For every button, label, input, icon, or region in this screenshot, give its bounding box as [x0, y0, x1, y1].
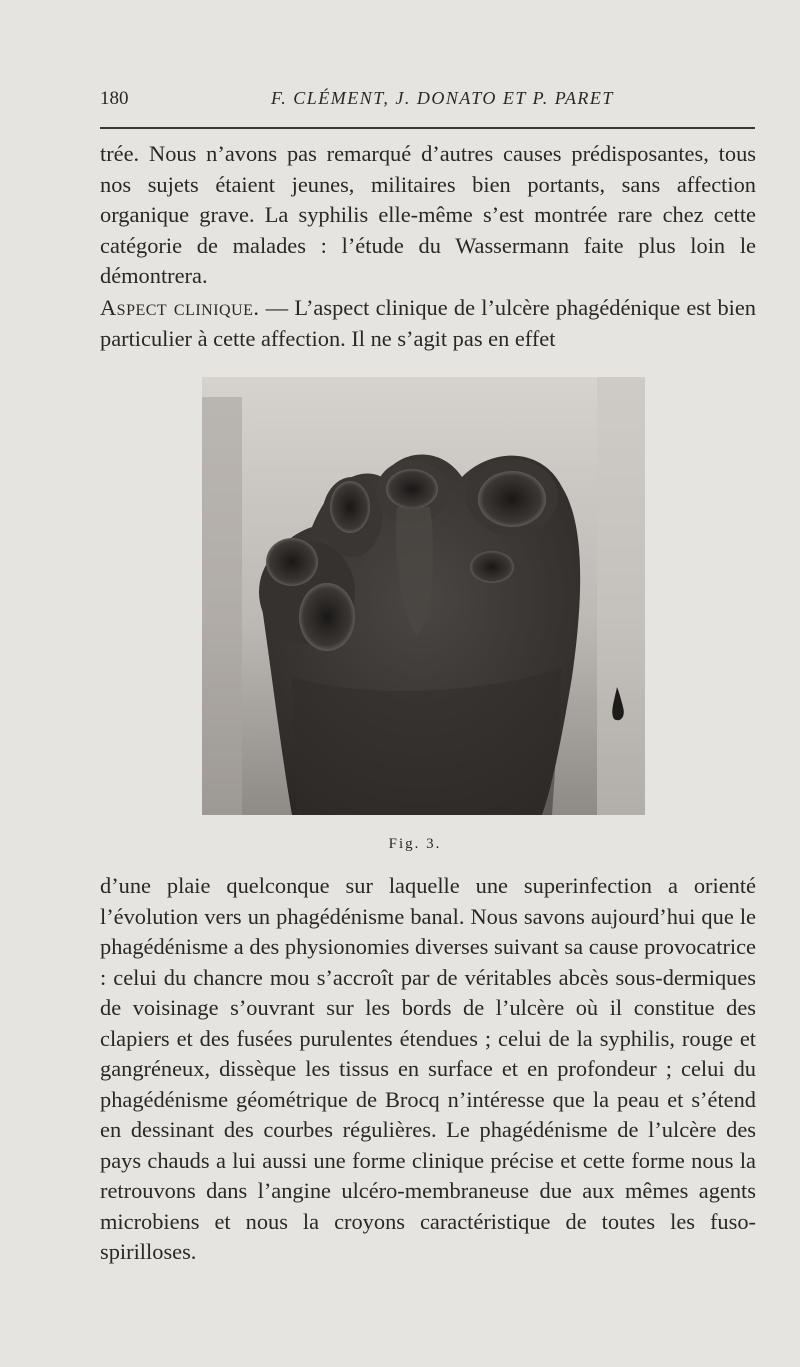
paragraph-3: d’une plaie quelconque sur laquelle une superinfection a orienté l’évolution vers un phagédénisme banal. Nous savons aujourd’hui que le phagédénisme a des physionomies diverses suivant sa cause provocatrice : celui du chancre mou s’accroît par de véritables abcès sous-dermiques de voisinage s’ouvrant sur les bords de l’ulcère où il constitue des clapiers et des fusées purulentes étendues ; celui de la syphilis, rouge et gangréneux, dissèque les tissus en surface et en profondeur ; celui du phagédénisme géométrique de Brocq n’intéresse que la peau et s’étend en dessinant des courbes régulières. Le phagédénisme de l’ulcère des pays chauds a lui aussi une forme clinique précise et cette forme nous la retrouvons dans l’angine ulcéro-membraneuse due aux mêmes agents microbiens et nous la croyons caractéristique de toutes les fuso-spirilloses.	[100, 873, 756, 1264]
header-rule	[100, 127, 755, 129]
figure-caption: Fig. 3.	[388, 836, 442, 852]
paragraph-2	[100, 293, 756, 354]
paragraph-2-text: — L’aspect clinique de l’ulcère phagédénique est bien particulier à cette affection. Il ne s’agit pas en effet	[100, 295, 756, 351]
section-heading: Aspect clinique.	[100, 295, 260, 320]
foot-ulcer-photo	[202, 377, 645, 815]
running-head: F. CLÉMENT, J. DONATO ET P. PARET	[271, 88, 614, 108]
page-number: 180	[100, 88, 129, 109]
figure-photograph	[202, 377, 645, 815]
page-header	[100, 88, 755, 118]
paragraph-1: trée. Nous n’avons pas remarqué d’autres causes prédisposantes, tous nos sujets étaient jeunes, militaires bien portants, sans affection organique grave. La syphilis elle-même s’est montrée rare chez cette catégorie de malades : l’étude du Wassermann faite plus loin le démontrera.	[100, 141, 756, 288]
